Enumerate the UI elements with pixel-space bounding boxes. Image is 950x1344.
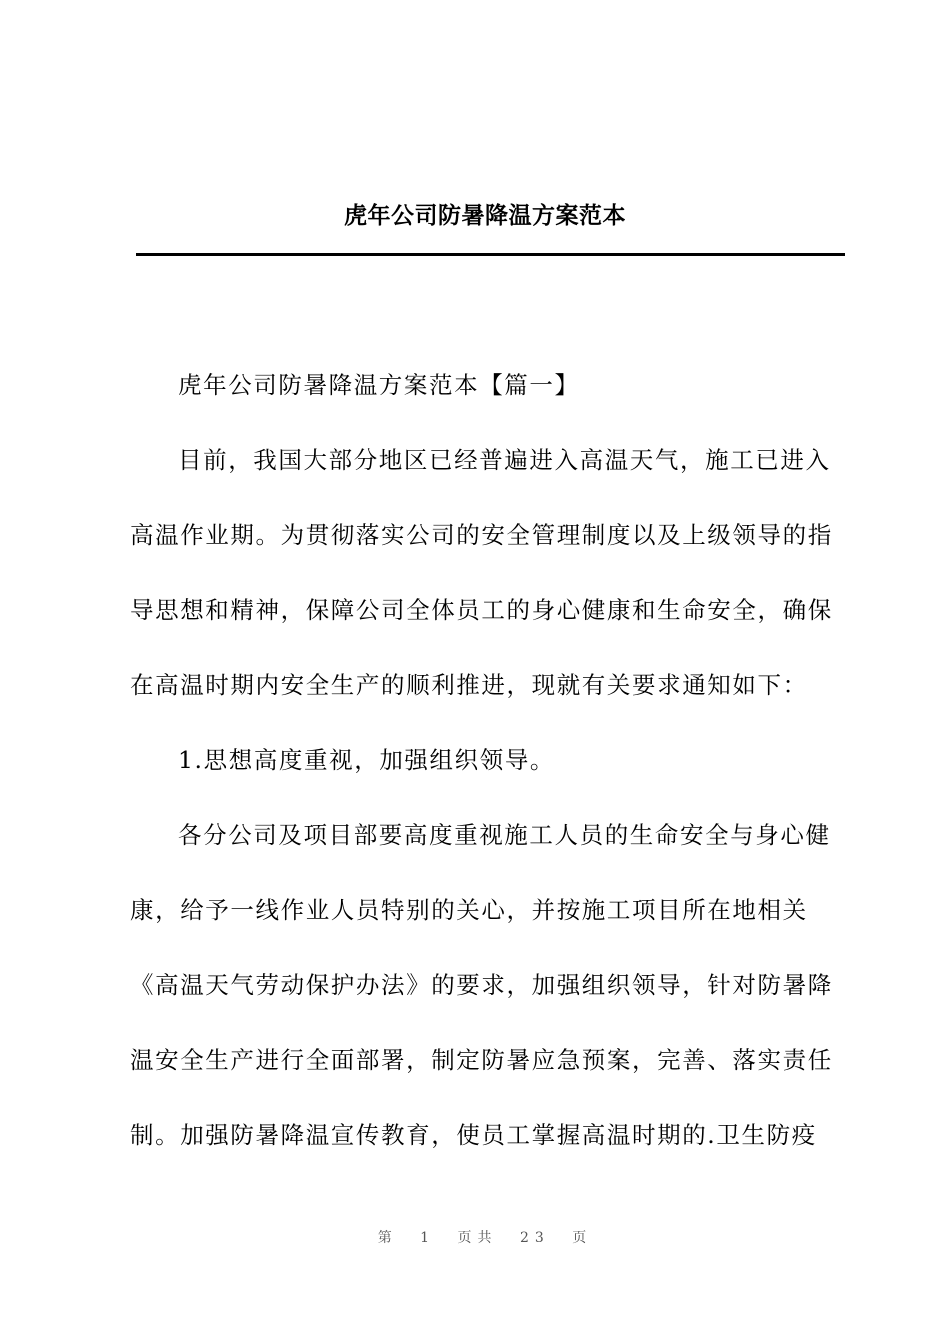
- text-line: 《高温天气劳动保护办法》的要求，加强组织领导，针对防暑降: [130, 971, 833, 999]
- text-line: 在高温时期内安全生产的顺利推进，现就有关要求通知如下：: [130, 671, 808, 699]
- text-line: 1.思想高度重视，加强组织领导。: [178, 746, 556, 774]
- footer-current-page: 1: [420, 1230, 436, 1246]
- text-line: 制。加强防暑降温宣传教育，使员工掌握高温时期的.卫生防疫: [130, 1121, 817, 1149]
- section-heading: [130, 348, 842, 423]
- page-footer: [0, 1227, 950, 1247]
- text-line: 温安全生产进行全面部署，制定防暑应急预案，完善、落实责任: [130, 1046, 833, 1074]
- text-line: 导思想和精神，保障公司全体员工的身心健康和生命安全，确保: [130, 596, 833, 624]
- numbered-item-heading: [130, 723, 842, 798]
- intro-paragraph: [130, 423, 842, 723]
- text-line: 目前，我国大部分地区已经普遍进入高温天气，施工已进入: [178, 446, 831, 474]
- text-line: 虎年公司防暑降温方案范本【篇一】: [178, 371, 580, 399]
- body-paragraph: [130, 798, 842, 1173]
- text-line: 康，给予一线作业人员特别的关心，并按施工项目所在地相关: [130, 896, 808, 924]
- footer-prefix: 第: [377, 1230, 398, 1246]
- document-body: [130, 348, 842, 1173]
- footer-total-pages: 23: [520, 1230, 550, 1246]
- footer-suffix: 页: [572, 1230, 593, 1246]
- document-title: 虎年公司防暑降温方案范本: [344, 202, 626, 229]
- footer-middle: 页共: [457, 1230, 498, 1246]
- title-underline: [136, 253, 845, 256]
- text-line: 高温作业期。为贯彻落实公司的安全管理制度以及上级领导的指: [130, 521, 833, 549]
- text-line: 各分公司及项目部要高度重视施工人员的生命安全与身心健: [178, 821, 831, 849]
